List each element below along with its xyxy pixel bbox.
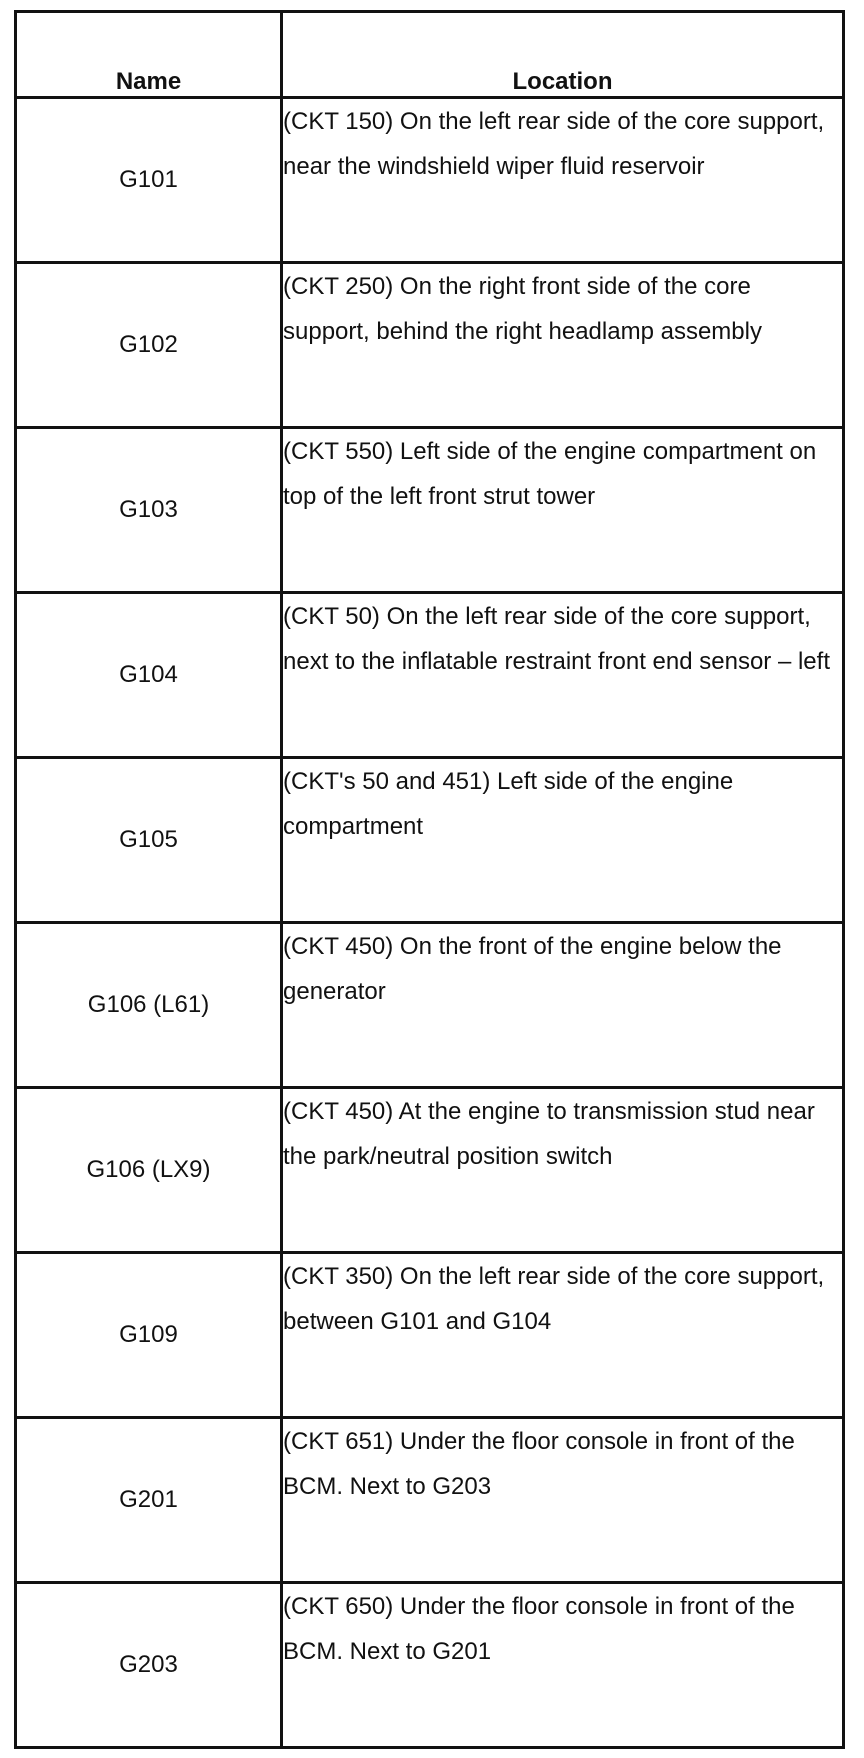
ground-location-cell: (CKT 550) Left side of the engine compartment on top of the left front strut tower xyxy=(282,428,844,593)
ground-location-cell: (CKT 450) At the engine to transmission stud near the park/neutral position switch xyxy=(282,1088,844,1253)
ground-location-cell: (CKT 450) On the front of the engine below the generator xyxy=(282,923,844,1088)
ground-name-cell: G106 (LX9) xyxy=(16,1088,282,1253)
table-header-row xyxy=(16,12,844,98)
ground-name-cell: G106 (L61) xyxy=(16,923,282,1088)
ground-location-cell: (CKT's 50 and 451) Left side of the engine compartment xyxy=(282,758,844,923)
table-row xyxy=(16,1088,844,1253)
ground-location-cell: (CKT 250) On the right front side of the core support, behind the right headlamp assembly xyxy=(282,263,844,428)
ground-location-cell: (CKT 350) On the left rear side of the core support, between G101 and G104 xyxy=(282,1253,844,1418)
ground-name-cell: G203 xyxy=(16,1583,282,1748)
ground-name-cell: G104 xyxy=(16,593,282,758)
ground-name-cell: G101 xyxy=(16,98,282,263)
table-row xyxy=(16,98,844,263)
ground-name-cell: G105 xyxy=(16,758,282,923)
table-row xyxy=(16,428,844,593)
ground-name-cell: G201 xyxy=(16,1418,282,1583)
location-column-header: Location xyxy=(282,12,844,98)
ground-location-cell: (CKT 150) On the left rear side of the core support, near the windshield wiper fluid reservoir xyxy=(282,98,844,263)
table-row xyxy=(16,1418,844,1583)
table-row xyxy=(16,923,844,1088)
ground-location-cell: (CKT 650) Under the floor console in front of the BCM. Next to G201 xyxy=(282,1583,844,1748)
ground-name-cell: G102 xyxy=(16,263,282,428)
ground-location-cell: (CKT 50) On the left rear side of the core support, next to the inflatable restraint front end sensor – left xyxy=(282,593,844,758)
name-column-header: Name xyxy=(16,12,282,98)
ground-name-cell: G103 xyxy=(16,428,282,593)
ground-name-cell: G109 xyxy=(16,1253,282,1418)
table-row xyxy=(16,263,844,428)
ground-location-cell: (CKT 651) Under the floor console in front of the BCM. Next to G203 xyxy=(282,1418,844,1583)
table-row xyxy=(16,1253,844,1418)
ground-location-table xyxy=(14,10,845,1749)
table-row xyxy=(16,758,844,923)
table-row xyxy=(16,593,844,758)
table-row xyxy=(16,1583,844,1748)
